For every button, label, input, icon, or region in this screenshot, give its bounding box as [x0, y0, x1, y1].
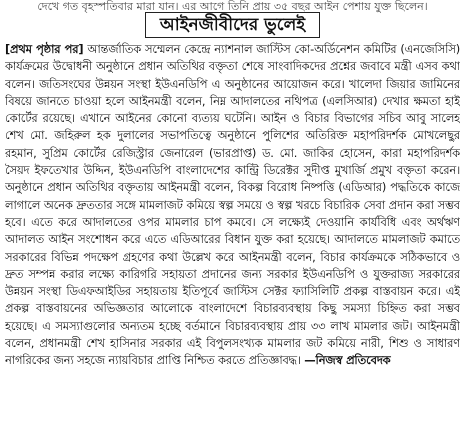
article-text: আন্তর্জাতিক সম্মেলন কেন্দ্রে ন্যাশনাল জাস্টিস কো-অর্ডিনেশন কমিটির (এনজেসিসি) কার্যক্রমের উদ্বোধনী অনুষ্ঠানে প্রধান অতিথির বক্তৃতা শেষে সাংবাদিকদের প্রশ্নের জবাবে মন্ত্রী এসব কথা বলেন। জতিসংঘের উন্নয়ন সংস্থা ইউএনডিপি এ অনুষ্ঠানের আয়োজন করে। খালেদা জিয়ার জামিনের বিষয়ে জানতে চাওয়া হলে আইনমন্ত্রী বলেন, নিম্ন আদালতের নথিপত্র (এলসিআর) দেখার ক্ষমতা হাই কোর্টের রয়েছে। এখানে আইনের কোনো ব্যত্যয় ঘটেনি। আইন ও বিচার বিভাগের সচিব আবু সালেহ শেখ মো. জহিরুল হক দুলালের সভাপতিত্বে অনুষ্ঠানে পুলিশের অতিরিক্ত মহাপরিদর্শক মোখলেছুর রহমান, সুপ্রিম কোর্টের রেজিস্ট্রার জেনারেল (ভারপ্রাপ্ত) ড. মো. জাকির হোসেন, কারা মহাপরিদর্শক সৈয়দ ইফতেখার উদ্দিন, ইউএনডিপি বাংলাদেশের কান্ট্রি ডিরেক্টর সুদীপ্ত মুখার্জি প্রমুখ বক্তৃতা করেন। অনুষ্ঠানে প্রধান অতিথির বক্তৃতায় আইনমন্ত্রী বলেন, বিকল্প বিরোধ নিষ্পত্তি (এডিআর) পদ্ধতিকে কাজে লাগালে অনেক দ্রুততার সঙ্গে মামলাজট কমিয়ে স্বল্প সময়ে ও স্বল্প খরচে বিচারিক সেবা প্রদান করা সম্ভব হবে। এতে করে আদালতের ওপর মামলার চাপ কমবে। সে লক্ষ্যেই দেওয়ানি কার্যবিধি এবং অর্থঋণ আদালত আইন সংশোধন করে এতে এডিআরের বিধান যুক্ত করা হয়েছে। আদালতে মামলাজট কমাতে সরকারের বিভিন্ন পদক্ষেপ গ্রহণের কথা উল্লেখ করে আইনমন্ত্রী বলেন, বিচার কার্যক্রমকে সঠিকভাবে ও দ্রুত সম্পন্ন করার লক্ষ্যে কারিগরি সহায়তা প্রদানের জন্য সরকার ইউএনডিপি ও যুক্তরাজ্য সরকারের উন্নয়ন সংস্থা ডিএফআইডির সহায়তায় ইতিপূর্বে জাস্টিস সেক্টর ফ্যাসিলিটি প্রকল্প বাস্তবায়ন করে। এই প্রকল্প বাস্তবায়নের অভিজ্ঞতার আলোকে বাংলাদেশে বিচারব্যবস্থায় কিছু সমস্যা চিহ্নিত করা সম্ভব হয়েছে। এ সমস্যাগুলোর অন্যতম হচ্ছে বর্তমানে বিচারব্যবস্থায় প্রায় ৩৩ লাখ মামলার জট। আইনমন্ত্রী বলেন, প্রধানমন্ত্রী শেখ হাসিনার সরকার এই বিপুলসংখ্যক মামলার জট কমিয়ে নারী, শিশু ও সাধারণ নাগরিকের জন্য সহজে ন্যায়বিচার প্রাপ্তি নিশ্চিত করতে প্রতিজ্ঞাবদ্ধ। — [5, 42, 460, 368]
byline: —নিজস্ব প্রতিবেদক — [304, 353, 391, 368]
continued-from-page-ref: [প্রথম পৃষ্ঠার পর] — [5, 42, 84, 56]
headline: আইনজীবীদের ভুলেই — [145, 12, 320, 38]
article-paragraph — [5, 41, 460, 370]
previous-article-clip: দেখে গত বৃহস্পতিবার মারা যান। এর আগে তিনি প্রায় ৩৫ বছর আইন পেশায় যুক্ত ছিলেন। — [37, 0, 428, 13]
headline-box — [0, 12, 465, 38]
article-body — [5, 41, 460, 439]
